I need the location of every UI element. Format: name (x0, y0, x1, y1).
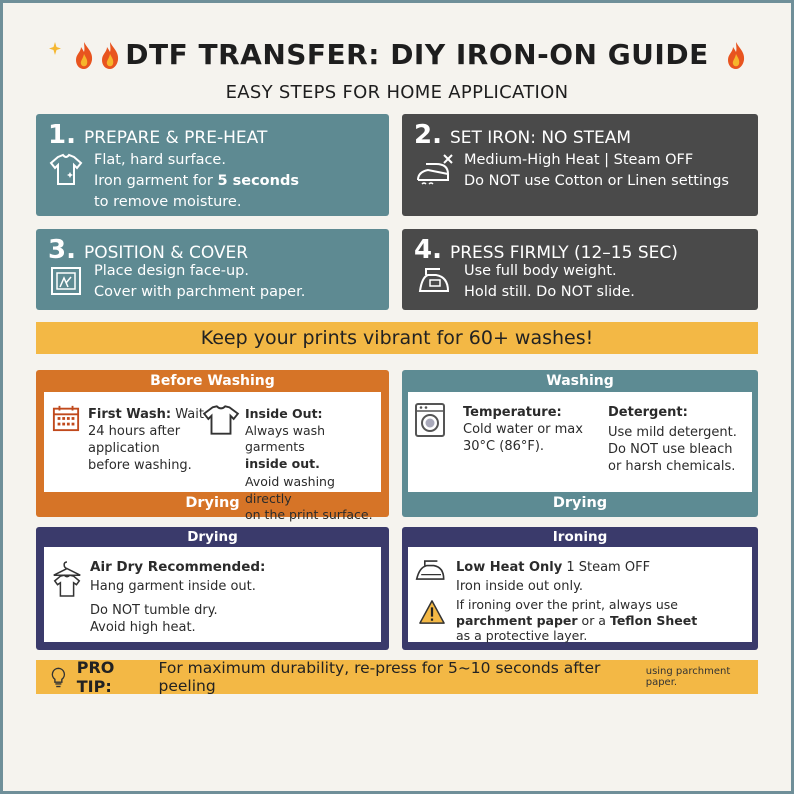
step-number: 2. (414, 120, 442, 150)
step-line: Cover with parchment paper. (94, 284, 306, 300)
detergent-text: Detergent: Use mild detergent. Do NOT use bleach or harsh chemicals. (608, 405, 737, 474)
pro-tip-note: using parchment paper. (645, 666, 731, 688)
title-text: DTF TRANSFER: DIY IRON-ON GUIDE (125, 38, 709, 71)
pro-tip-bar (36, 660, 758, 694)
inside-out-text: Inside Out: Always wash garments inside out. Avoid washing directly on the print surface. (245, 406, 373, 522)
step-line: Flat, hard surface. (94, 152, 226, 168)
step-4-card (402, 229, 758, 310)
step-label: SET IRON: NO STEAM (449, 128, 632, 148)
first-wash-text: First Wash: Wait 24 hours after application before washing. (88, 407, 204, 473)
step-label: PREPARE & PRE-HEAT (83, 128, 268, 148)
card-title: Drying (187, 529, 238, 545)
iron-icon (414, 263, 454, 299)
header (0, 38, 794, 103)
washes-banner: Keep your prints vibrant for 60+ washes! (36, 322, 758, 354)
washing-card (402, 370, 758, 517)
washing-machine-icon (414, 402, 446, 438)
card-body (408, 547, 752, 642)
framed-picture-icon (48, 263, 84, 299)
step-line: Do NOT use Cotton or Linen settings (464, 173, 729, 189)
tshirt-icon (48, 152, 84, 188)
card-title: Ironing (552, 529, 608, 545)
ironing-card (402, 527, 758, 650)
step-2-card (402, 114, 758, 216)
step-number: 3. (48, 235, 76, 265)
step-line: Hold still. Do NOT slide. (464, 284, 635, 300)
step-line: Medium-High Heat | Steam OFF (464, 152, 694, 168)
flame-icon (725, 40, 747, 70)
temperature-text: Temperature: Cold water or max 30°C (86°F). (463, 405, 583, 454)
step-line: to remove moisture. (94, 194, 242, 210)
step-3-card (36, 229, 389, 310)
iron-no-steam-icon (414, 152, 454, 188)
step-label: PRESS FIRMLY (12–15 SEC) (449, 243, 678, 263)
card-footer: Drying (185, 495, 240, 511)
low-heat-text: Low Heat Only 1 Steam OFF Iron inside out only. (456, 560, 651, 594)
air-dry-text: Air Dry Recommended: Hang garment inside out. Do NOT tumble dry. Avoid high heat. (90, 559, 266, 635)
step-line: Iron garment for 5 seconds (94, 173, 299, 189)
step-1-card (36, 114, 389, 216)
lightbulb-icon (48, 665, 69, 689)
step-number: 1. (48, 120, 76, 150)
pro-tip-text: For maximum durability, re-press for 5~10 seconds after peeling (158, 659, 601, 695)
step-line: Use full body weight. (464, 263, 617, 279)
flame-icon (99, 40, 121, 70)
card-title: Before Washing (150, 373, 275, 389)
card-body (44, 547, 381, 642)
page-title (47, 38, 746, 71)
card-body (408, 392, 752, 492)
hanging-shirt-icon (50, 559, 84, 599)
card-title: Washing (546, 373, 614, 389)
calendar-icon (52, 404, 80, 432)
card-footer: Drying (552, 495, 608, 511)
sparkle-icon (47, 40, 69, 70)
protective-layer-text: If ironing over the print, always use parchment paper or a Teflon Sheet as a protective layer. (456, 597, 698, 643)
step-number: 4. (414, 235, 442, 265)
step-label: POSITION & COVER (83, 243, 249, 263)
drying-card (36, 527, 389, 650)
page-subtitle: EASY STEPS FOR HOME APPLICATION (225, 81, 569, 103)
flame-icon (73, 40, 95, 70)
step-line: Place design face-up. (94, 263, 249, 279)
tshirt-icon (202, 404, 240, 436)
before-washing-card (36, 370, 389, 522)
iron-icon (414, 557, 450, 585)
warning-icon (418, 599, 446, 625)
pro-tip-label: PRO TIP: (76, 658, 115, 696)
